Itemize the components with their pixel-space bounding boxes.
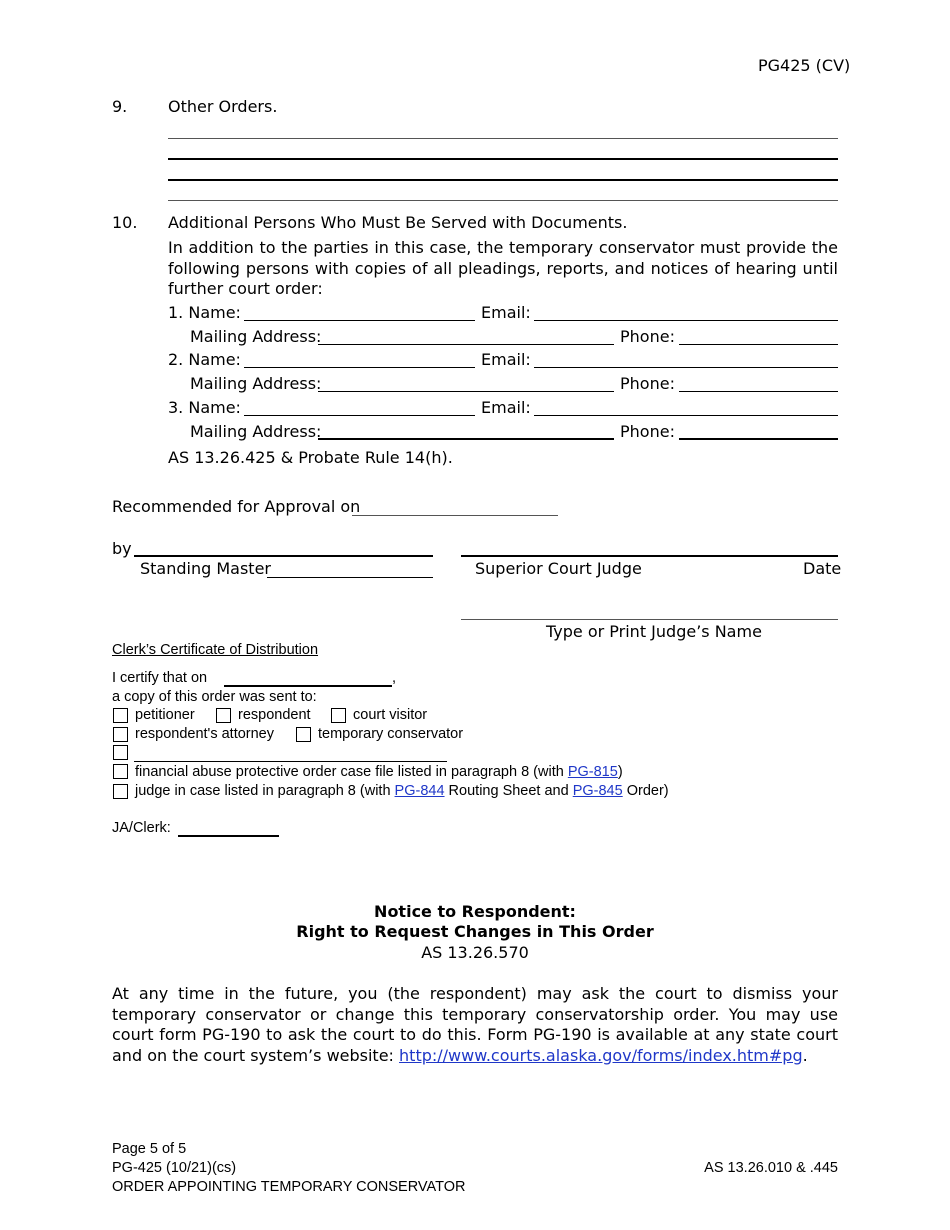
person-2-email-field[interactable] (534, 367, 838, 368)
person-3-email-label: Email: (481, 398, 531, 417)
person-3-address-field[interactable] (318, 438, 614, 440)
person-3-email-field[interactable] (534, 415, 838, 416)
judge-case-prefix: judge in case listed in paragraph 8 (with (135, 783, 395, 799)
person-1-phone-label: Phone: (620, 327, 675, 346)
person-1-name-label: 1. Name: (168, 303, 241, 322)
judge-case-label (135, 783, 669, 799)
notice-title-1: Notice to Respondent: (374, 902, 576, 921)
temporary-conservator-label: temporary conservator (318, 726, 464, 742)
section-10-title: Additional Persons Who Must Be Served with Documents. (168, 213, 628, 232)
financial-abuse-suffix: ) (617, 764, 623, 780)
section-9-title: Other Orders. (168, 97, 278, 116)
financial-abuse-checkbox[interactable] (113, 764, 128, 779)
person-1-name-field[interactable] (244, 320, 475, 321)
certify-date-field[interactable] (224, 685, 392, 687)
person-3-name-label: 3. Name: (168, 398, 241, 417)
respondent-label: respondent (238, 707, 311, 723)
court-forms-link[interactable]: http://www.courts.alaska.gov/forms/index.htm#pg (399, 1045, 803, 1065)
person-2-email-label: Email: (481, 350, 531, 369)
judge-case-suffix: Order) (622, 783, 669, 799)
superior-court-judge-label: Superior Court Judge (475, 559, 642, 578)
petitioner-checkbox[interactable] (113, 708, 128, 723)
person-2-name-label: 2. Name: (168, 350, 241, 369)
section-10-number: 10. (112, 213, 138, 232)
person-1-address-label: Mailing Address: (190, 327, 322, 346)
standing-master-name-field[interactable] (267, 577, 433, 578)
judge-case-checkbox[interactable] (113, 784, 128, 799)
notice-title-2: Right to Request Changes in This Order (296, 922, 654, 941)
footer-page: Page 5 of 5 (112, 1141, 187, 1157)
person-2-phone-field[interactable] (679, 391, 838, 392)
person-2-address-label: Mailing Address: (190, 374, 322, 393)
pg-815-link[interactable]: PG-815 (567, 764, 618, 780)
judge-name-line[interactable] (461, 619, 838, 620)
section-10-intro: In addition to the parties in this case, the temporary conservator must provide the following persons with copies of all pleadings, reports, and notices of hearing until further court order: (168, 238, 838, 298)
person-2-name-field[interactable] (244, 367, 475, 368)
person-2-address-field[interactable] (318, 391, 614, 392)
court-visitor-checkbox[interactable] (331, 708, 346, 723)
temporary-conservator-checkbox[interactable] (296, 727, 311, 742)
ja-clerk-label: JA/Clerk: (112, 820, 171, 836)
other-orders-line-1[interactable] (168, 138, 838, 139)
notice-body (112, 984, 838, 1066)
person-3-name-field[interactable] (244, 415, 475, 416)
person-1-address-field[interactable] (318, 344, 614, 345)
section-10-citation: AS 13.26.425 & Probate Rule 14(h). (168, 448, 453, 467)
respondents-attorney-label: respondent's attorney (135, 726, 274, 742)
date-label: Date (803, 559, 842, 578)
person-2-phone-label: Phone: (620, 374, 675, 393)
person-3-phone-label: Phone: (620, 422, 675, 441)
petitioner-label: petitioner (135, 707, 195, 723)
footer-statute: AS 13.26.010 & .445 (704, 1160, 838, 1176)
person-1-phone-field[interactable] (679, 344, 838, 345)
notice-body-end: . (802, 1045, 808, 1065)
court-visitor-label: court visitor (353, 707, 428, 723)
recommended-date-field[interactable] (352, 515, 558, 516)
financial-abuse-prefix: financial abuse protective order case file listed in paragraph 8 (with (135, 764, 568, 780)
person-3-address-label: Mailing Address: (190, 422, 322, 441)
copy-sent-label: a copy of this order was sent to: (112, 689, 317, 705)
certify-label: I certify that on (112, 670, 208, 686)
other-orders-line-2[interactable] (168, 158, 838, 160)
section-9-number: 9. (112, 97, 128, 116)
judge-name-label: Type or Print Judge’s Name (546, 622, 762, 641)
other-recipient-checkbox[interactable] (113, 745, 128, 760)
other-orders-line-4[interactable] (168, 200, 838, 201)
footer-form-version: PG-425 (10/21)(cs) (112, 1160, 237, 1176)
clerk-certificate-heading: Clerk’s Certificate of Distribution (112, 642, 319, 658)
judge-case-middle: Routing Sheet and (444, 783, 573, 799)
footer-form-title: ORDER APPOINTING TEMPORARY CONSERVATOR (112, 1179, 466, 1195)
recommended-label: Recommended for Approval on (112, 497, 361, 516)
form-code: PG425 (CV) (758, 56, 851, 75)
pg-845-link[interactable]: PG-845 (572, 783, 623, 799)
person-1-email-field[interactable] (534, 320, 838, 321)
financial-abuse-label (135, 764, 623, 780)
person-3-phone-field[interactable] (679, 438, 838, 440)
respondents-attorney-checkbox[interactable] (113, 727, 128, 742)
standing-master-signature-line[interactable] (134, 555, 433, 557)
standing-master-label: Standing Master (140, 559, 271, 578)
by-label: by (112, 539, 132, 558)
other-orders-line-3[interactable] (168, 179, 838, 181)
pg-844-link[interactable]: PG-844 (394, 783, 445, 799)
certify-comma: , (392, 670, 397, 686)
notice-citation: AS 13.26.570 (421, 943, 529, 962)
ja-clerk-field[interactable] (178, 835, 279, 837)
person-1-email-label: Email: (481, 303, 531, 322)
notice-body-text: At any time in the future, you (the respondent) may ask the court to dismiss your temporary conservator or change this temporary conservatorship order. You may use court form PG-190 to ask the court to do this. Form PG-190 is available at any state court and on the court system’s website: (112, 984, 838, 1065)
respondent-checkbox[interactable] (216, 708, 231, 723)
other-recipient-field[interactable] (134, 761, 447, 762)
judge-signature-line[interactable] (461, 555, 838, 557)
